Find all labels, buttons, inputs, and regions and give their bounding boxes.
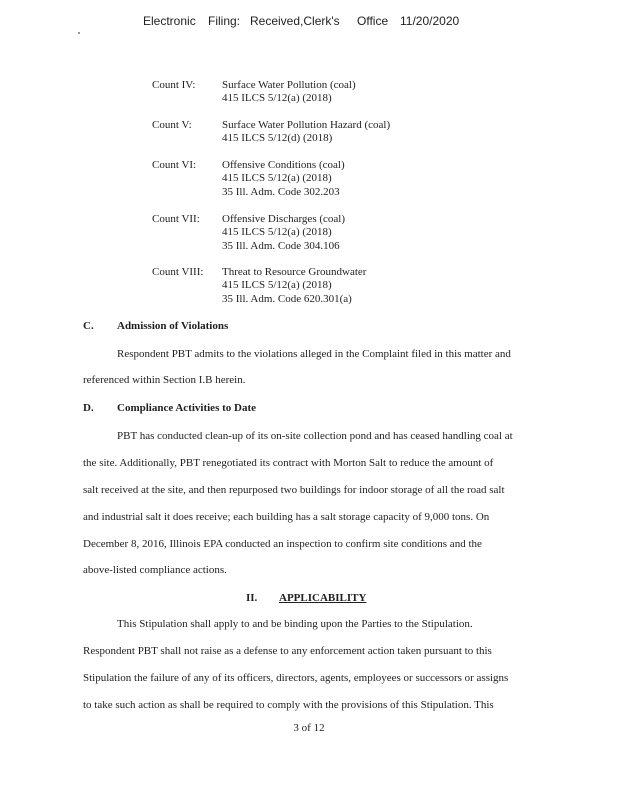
- paragraph-line: above-listed compliance actions.: [83, 564, 227, 576]
- count-line: 35 Ill. Adm. Code 302.203: [222, 185, 340, 198]
- page-number: 3 of 12: [293, 722, 325, 734]
- header-filing: Filing:: [208, 14, 241, 28]
- count-line: 35 Ill. Adm. Code 620.301(a): [222, 292, 352, 305]
- header-date: 11/20/2020: [400, 14, 460, 28]
- count-label: Count VI:: [152, 159, 197, 171]
- section-title: Admission of Violations: [117, 320, 229, 332]
- header-received: Received,Clerk's: [250, 14, 340, 28]
- count-label: Count VIII:: [152, 266, 204, 278]
- paragraph-line: the site. Additionally, PBT renegotiated its contract with Morton Salt to reduce the amount of: [83, 457, 494, 469]
- header-electronic: Electronic: [143, 14, 196, 28]
- section-number: II.: [246, 592, 258, 604]
- count-line: 415 ILCS 5/12(a) (2018): [222, 92, 332, 105]
- paragraph-line: PBT has conducted clean-up of its on-site collection pond and has ceased handling coal at: [117, 430, 513, 442]
- paragraph-line: Respondent PBT admits to the violations alleged in the Complaint filed in this matter and: [117, 348, 511, 360]
- paragraph-line: referenced within Section I.B herein.: [83, 374, 246, 386]
- section-letter: D.: [83, 402, 94, 414]
- section-title: APPLICABILITY: [279, 592, 367, 604]
- count-line: Offensive Discharges (coal): [222, 213, 345, 225]
- count-line: 35 Ill. Adm. Code 304.106: [222, 239, 340, 252]
- section-title: Compliance Activities to Date: [117, 402, 256, 414]
- paragraph-line: This Stipulation shall apply to and be binding upon the Parties to the Stipulation.: [117, 618, 473, 630]
- section-letter: C.: [83, 320, 94, 332]
- scan-speck: [78, 32, 80, 34]
- count-line: 415 ILCS 5/12(d) (2018): [222, 132, 333, 145]
- paragraph-line: Stipulation the failure of any of its officers, directors, agents, employees or successors or assigns: [83, 672, 509, 684]
- paragraph-line: to take such action as shall be required to comply with the provisions of this Stipulation. This: [83, 699, 494, 711]
- count-line: Surface Water Pollution (coal): [222, 79, 356, 91]
- count-line: 415 ILCS 5/12(a) (2018): [222, 172, 332, 185]
- count-line: Surface Water Pollution Hazard (coal): [222, 119, 391, 131]
- paragraph-line: December 8, 2016, Illinois EPA conducted an inspection to confirm site conditions and the: [83, 538, 482, 550]
- paragraph-line: and industrial salt it does receive; each building has a salt storage capacity of 9,000 tons. On: [83, 511, 490, 523]
- header-office: Office: [357, 14, 389, 28]
- count-label: Count IV:: [152, 79, 196, 91]
- count-line: 415 ILCS 5/12(a) (2018): [222, 226, 332, 239]
- count-line: Offensive Conditions (coal): [222, 159, 345, 171]
- count-label: Count VII:: [152, 213, 200, 225]
- paragraph-line: Respondent PBT shall not raise as a defense to any enforcement action taken pursuant to this: [83, 645, 492, 657]
- paragraph-line: salt received at the site, and then repurposed two buildings for indoor storage of all the road salt: [83, 484, 505, 496]
- count-label: Count V:: [152, 119, 192, 131]
- count-line: Threat to Resource Groundwater: [222, 266, 367, 278]
- count-line: 415 ILCS 5/12(a) (2018): [222, 279, 332, 292]
